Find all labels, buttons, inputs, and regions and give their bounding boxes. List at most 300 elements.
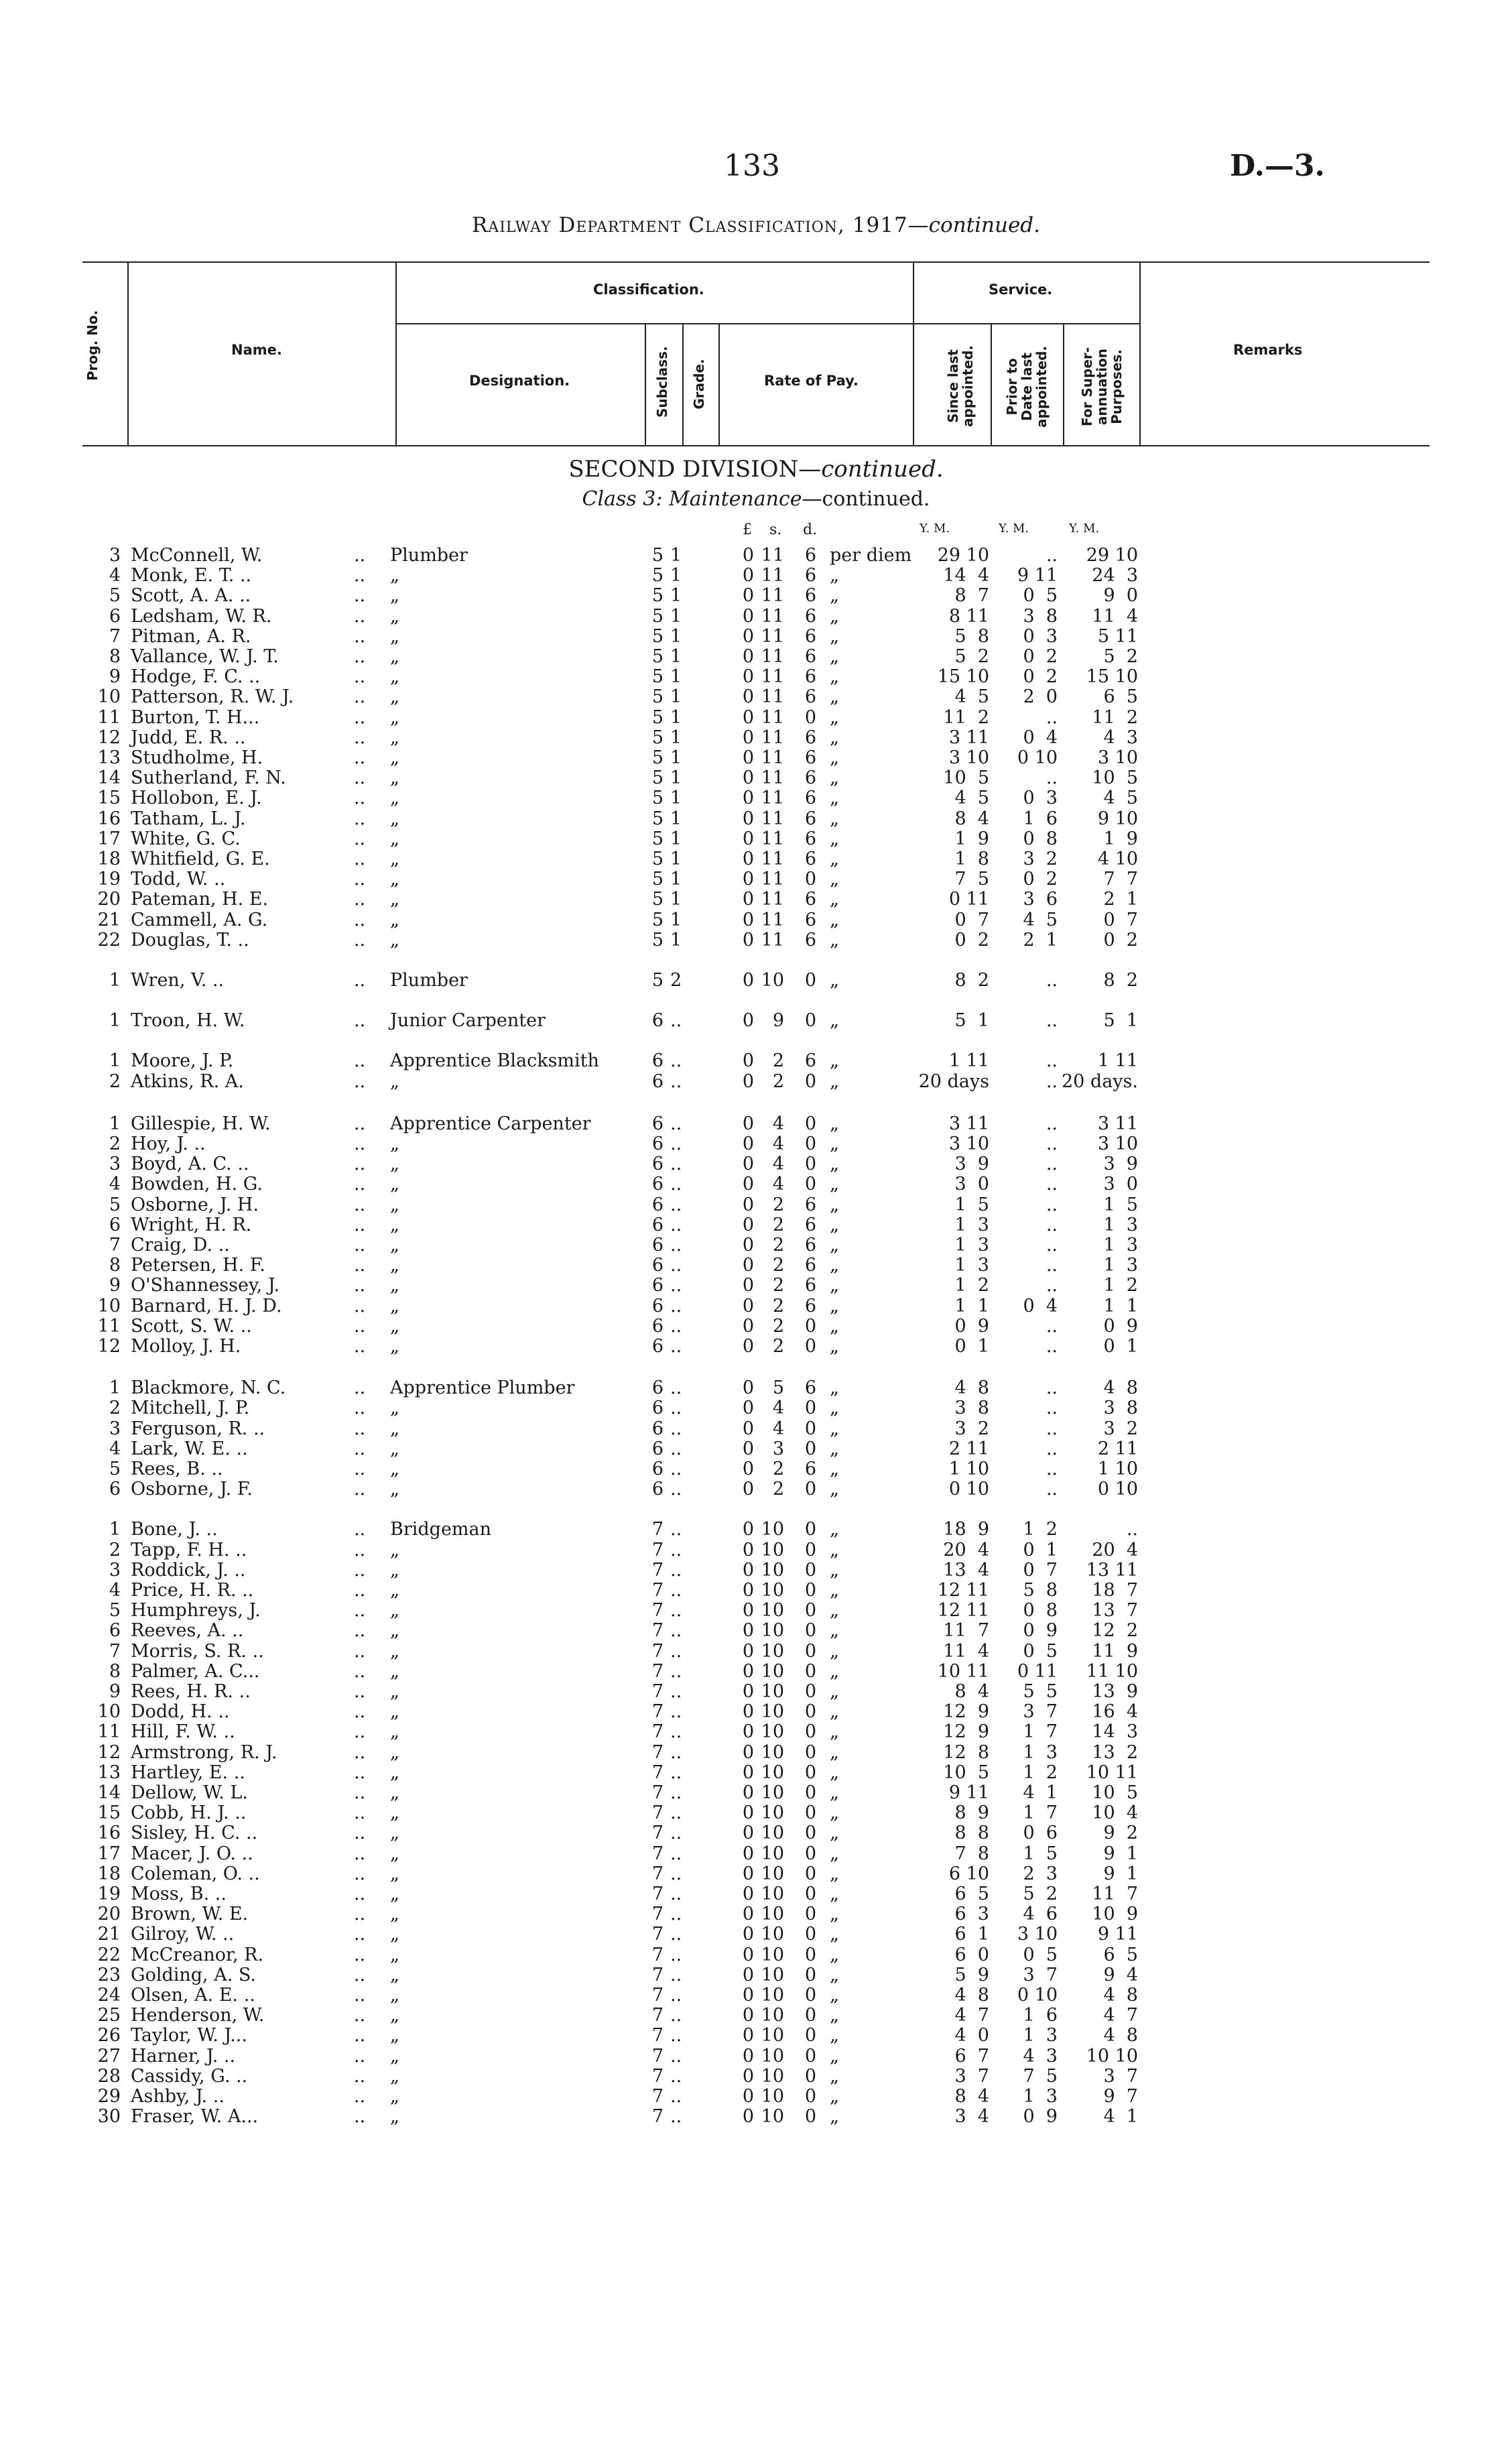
header-top-rule — [82, 261, 1430, 263]
rate-shillings: 2 — [772, 1295, 784, 1316]
employee-name: Moss, B. .. — [131, 1884, 227, 1904]
rate-pence: 0 — [804, 1741, 816, 1763]
service-superannuation: 24 3 — [1092, 565, 1138, 587]
prog-no: 21 — [97, 909, 121, 930]
employee-name: Tatham, L. J. — [131, 808, 246, 829]
service-prior: 1 6 — [1023, 2005, 1058, 2026]
service-prior: .. — [1046, 768, 1058, 789]
designation: „ — [390, 2005, 399, 2026]
service-superannuation: 0 10 — [1097, 1479, 1138, 1500]
rate-period: „ — [830, 2065, 839, 2087]
service-prior: 4 5 — [1023, 909, 1058, 930]
designation: „ — [390, 1070, 399, 1092]
prog-no: 6 — [109, 1620, 121, 1642]
rate-shillings: 10 — [761, 2065, 784, 2087]
rate-pounds: 0 — [742, 1133, 754, 1154]
leader-dots: .. — [354, 768, 366, 789]
service-superannuation: 18 7 — [1092, 1580, 1138, 1601]
subclass: 7 — [651, 1802, 664, 1824]
rate-period: „ — [830, 1559, 839, 1581]
rate-shillings: 10 — [761, 2005, 784, 2026]
designation: „ — [390, 1863, 399, 1884]
leader-dots: .. — [354, 1479, 366, 1500]
table-row — [0, 707, 1512, 729]
designation: „ — [390, 646, 399, 667]
employee-name: Judd, E. R. .. — [131, 727, 246, 748]
rate-period: „ — [830, 1050, 839, 1072]
header-designation: Designation. — [469, 373, 570, 389]
rate-pounds: 0 — [742, 1194, 754, 1215]
employee-name: Burton, T. H... — [131, 707, 260, 728]
subclass: 7 — [651, 1843, 664, 1864]
service-superannuation: 1 2 — [1103, 1275, 1138, 1296]
leader-dots: .. — [354, 808, 366, 829]
service-superannuation: 1 1 — [1103, 1295, 1138, 1316]
subclass: 6 — [651, 1050, 664, 1072]
designation: „ — [390, 2065, 399, 2087]
leader-dots: .. — [354, 686, 366, 708]
service-superannuation: 11 7 — [1092, 1884, 1138, 1904]
leader-dots: .. — [354, 1154, 366, 1175]
employee-name: White, G. C. — [131, 828, 241, 849]
service-superannuation: 6 5 — [1103, 1944, 1138, 1965]
service-prior: .. — [1046, 1459, 1058, 1479]
grade: .. — [670, 1255, 682, 1276]
employee-name: Douglas, T. .. — [131, 929, 249, 950]
rate-pence: 0 — [804, 1174, 816, 1195]
table-row — [0, 2005, 1512, 2026]
service-since-last: 4 7 — [954, 2005, 989, 2026]
service-since-last: 8 2 — [954, 970, 989, 991]
grade: .. — [670, 1275, 682, 1296]
service-since-last: 4 5 — [954, 788, 989, 809]
service-superannuation: 3 11 — [1097, 1113, 1138, 1134]
service-superannuation: 11 2 — [1092, 707, 1138, 728]
table-row — [0, 565, 1512, 587]
rate-shillings: 10 — [761, 1519, 784, 1540]
designation: „ — [390, 1398, 399, 1419]
subclass: 7 — [651, 1640, 664, 1662]
leader-dots: .. — [354, 869, 366, 890]
service-prior: .. — [1046, 1377, 1058, 1399]
subclass: 7 — [651, 1762, 664, 1783]
grade: .. — [670, 2005, 682, 2026]
service-since-last: 8 4 — [954, 808, 989, 829]
rate-pounds: 0 — [742, 1721, 754, 1743]
rate-pence: 0 — [804, 2005, 816, 2026]
service-since-last: 12 9 — [943, 1721, 989, 1743]
designation: „ — [390, 1843, 399, 1864]
service-since-last: 8 11 — [948, 605, 989, 627]
grade: .. — [670, 1398, 682, 1419]
table-row — [0, 1641, 1512, 1662]
rate-period: „ — [830, 909, 839, 930]
subclass: 6 — [651, 1336, 664, 1357]
designation: „ — [390, 625, 399, 647]
service-superannuation: 10 9 — [1092, 1904, 1138, 1925]
rate-pounds: 0 — [742, 1964, 754, 1985]
leader-dots: .. — [354, 1315, 366, 1337]
rate-period: „ — [830, 1782, 839, 1803]
table-row — [0, 1154, 1512, 1175]
employee-name: Sisley, H. C. .. — [131, 1823, 258, 1844]
rate-pence: 0 — [804, 1964, 816, 1985]
employee-name: O'Shannessey, J. — [131, 1275, 280, 1296]
rate-period: „ — [830, 788, 839, 809]
subclass: 6 — [651, 1235, 664, 1255]
leader-dots: .. — [354, 1295, 366, 1316]
rate-shillings: 4 — [772, 1113, 784, 1134]
grade: 1 — [670, 666, 682, 688]
rate-pounds: 0 — [742, 1539, 754, 1560]
service-prior: 1 3 — [1023, 2086, 1058, 2107]
rate-pence: 6 — [804, 686, 816, 708]
service-since-last: 10 5 — [943, 768, 989, 789]
rate-period: „ — [830, 1459, 839, 1479]
rate-period: „ — [830, 2086, 839, 2107]
designation: „ — [390, 1194, 399, 1215]
grade: 1 — [670, 646, 682, 667]
rate-pence: 0 — [804, 1559, 816, 1581]
grade: .. — [670, 1194, 682, 1215]
prog-no: 7 — [109, 625, 121, 647]
prog-no: 19 — [97, 1884, 121, 1904]
table-row — [0, 1661, 1512, 1682]
rate-shillings: 11 — [761, 707, 784, 728]
rate-pence: 6 — [804, 1459, 816, 1479]
rate-period: „ — [830, 889, 839, 910]
service-since-last: 1 9 — [954, 828, 989, 849]
designation: „ — [390, 1944, 399, 1965]
service-superannuation: 4 8 — [1103, 2025, 1138, 2046]
rate-shillings: 10 — [761, 2106, 784, 2128]
rate-pence: 6 — [804, 788, 816, 809]
rate-shillings: 10 — [761, 1904, 784, 1925]
service-superannuation: 1 3 — [1103, 1235, 1138, 1255]
rate-pence: 6 — [804, 1295, 816, 1316]
rate-pounds: 0 — [742, 605, 754, 627]
rate-period: „ — [830, 1802, 839, 1824]
leader-dots: .. — [354, 1275, 366, 1296]
designation: „ — [390, 869, 399, 890]
employee-name: Blackmore, N. C. — [131, 1377, 286, 1399]
service-superannuation: 3 2 — [1103, 1418, 1138, 1439]
rate-pounds: 0 — [742, 1843, 754, 1864]
designation: „ — [390, 1782, 399, 1803]
table-row — [0, 768, 1512, 789]
header-divider — [1139, 261, 1141, 445]
service-superannuation: 9 2 — [1103, 1823, 1138, 1844]
subclass: 6 — [651, 1438, 664, 1459]
prog-no: 19 — [97, 869, 121, 890]
employee-name: Coleman, O. .. — [131, 1863, 260, 1884]
leader-dots: .. — [354, 929, 366, 950]
leader-dots: .. — [354, 849, 366, 869]
designation: „ — [390, 1904, 399, 1925]
prog-no: 2 — [109, 1539, 121, 1560]
subclass: 7 — [651, 1863, 664, 1884]
prog-no: 30 — [97, 2106, 121, 2128]
rate-period: „ — [830, 1620, 839, 1642]
service-since-last: 8 4 — [954, 1681, 989, 1702]
rate-period: „ — [830, 1174, 839, 1195]
unit-pounds: £ — [743, 522, 752, 538]
rate-shillings: 10 — [761, 1802, 784, 1824]
unit-years-months-super: Y. M. — [1069, 522, 1100, 536]
service-prior: 0 11 — [1017, 1660, 1058, 1682]
rate-pence: 6 — [804, 747, 816, 768]
designation: Plumber — [390, 545, 468, 566]
service-prior: 0 2 — [1023, 869, 1058, 890]
prog-no: 20 — [97, 889, 121, 910]
table-row — [0, 849, 1512, 870]
rate-period: „ — [830, 1924, 839, 1945]
service-superannuation: 10 11 — [1086, 1762, 1138, 1783]
service-superannuation: 11 4 — [1092, 605, 1138, 627]
grade: .. — [670, 1721, 682, 1743]
table-row — [0, 747, 1512, 769]
table-row — [0, 585, 1512, 607]
rate-shillings: 10 — [761, 1823, 784, 1844]
leader-dots: .. — [354, 1377, 366, 1399]
rate-pounds: 0 — [742, 970, 754, 991]
prog-no: 11 — [97, 1721, 121, 1743]
rate-period: „ — [830, 1070, 839, 1092]
header-mid-rule — [395, 323, 1139, 324]
designation: „ — [390, 585, 399, 607]
header-divider — [682, 323, 684, 445]
subclass: 5 — [651, 666, 664, 688]
employee-name: Studholme, H. — [131, 747, 263, 768]
service-prior: 4 1 — [1023, 1782, 1058, 1803]
grade: .. — [670, 1863, 682, 1884]
rate-pence: 0 — [804, 1904, 816, 1925]
class-name: Maintenance — [669, 487, 802, 511]
rate-period: „ — [830, 1154, 839, 1175]
leader-dots: .. — [354, 1843, 366, 1864]
service-prior: 5 5 — [1023, 1681, 1058, 1702]
grade: .. — [670, 1884, 682, 1904]
grade: 1 — [670, 625, 682, 647]
rate-pounds: 0 — [742, 1600, 754, 1621]
subclass: 5 — [651, 545, 664, 566]
grade: 1 — [670, 727, 682, 748]
designation: „ — [390, 2086, 399, 2107]
employee-name: Cammell, A. G. — [131, 909, 268, 930]
designation: „ — [390, 686, 399, 708]
rate-period: „ — [830, 869, 839, 890]
grade: .. — [670, 1823, 682, 1844]
table-row — [0, 1742, 1512, 1764]
prog-no: 24 — [97, 1985, 121, 2006]
service-superannuation: 9 7 — [1103, 2086, 1138, 2107]
subclass: 5 — [651, 585, 664, 607]
service-prior: 3 10 — [1017, 1924, 1058, 1945]
rate-pounds: 0 — [742, 1660, 754, 1682]
rate-shillings: 3 — [772, 1438, 784, 1459]
rate-shillings: 2 — [772, 1194, 784, 1215]
subclass: 5 — [651, 828, 664, 849]
grade: .. — [670, 1843, 682, 1864]
grade: .. — [670, 1559, 682, 1581]
rate-pence: 0 — [804, 1884, 816, 1904]
rate-period: „ — [830, 1681, 839, 1702]
header-rate-of-pay: Rate of Pay. — [764, 373, 859, 389]
service-prior: 1 7 — [1023, 1721, 1058, 1743]
leader-dots: .. — [354, 1782, 366, 1803]
prog-no: 17 — [97, 828, 121, 849]
rate-period: „ — [830, 1721, 839, 1743]
rate-pence: 6 — [804, 605, 816, 627]
leader-dots: .. — [354, 2106, 366, 2128]
service-prior: .. — [1046, 1255, 1058, 1276]
grade: 1 — [670, 565, 682, 587]
service-superannuation: 10 4 — [1092, 1802, 1138, 1824]
service-prior: 0 2 — [1023, 646, 1058, 667]
subclass: 6 — [651, 1194, 664, 1215]
designation: „ — [390, 565, 399, 587]
class-label: Class 3: — [582, 487, 663, 511]
table-row — [0, 788, 1512, 809]
rate-pounds: 0 — [742, 1295, 754, 1316]
table-row — [0, 930, 1512, 951]
class-heading — [0, 487, 1512, 511]
prog-no: 25 — [97, 2005, 121, 2026]
service-prior: 9 11 — [1017, 565, 1058, 587]
subclass: 5 — [651, 686, 664, 708]
rate-pounds: 0 — [742, 646, 754, 667]
service-since-last: 15 10 — [937, 666, 989, 688]
rate-period: „ — [830, 2106, 839, 2128]
rate-pence: 0 — [804, 1924, 816, 1945]
service-superannuation: 8 2 — [1103, 970, 1138, 991]
table-row — [0, 686, 1512, 708]
service-prior: 4 6 — [1023, 1904, 1058, 1925]
leader-dots: .. — [354, 1660, 366, 1682]
grade: 1 — [670, 707, 682, 728]
rate-period: „ — [830, 625, 839, 647]
table-row — [0, 2046, 1512, 2067]
rate-pounds: 0 — [742, 1438, 754, 1459]
service-prior: 0 7 — [1023, 1559, 1058, 1581]
prog-no: 11 — [97, 707, 121, 728]
rate-shillings: 10 — [761, 1964, 784, 1985]
service-since-last: 10 5 — [943, 1762, 989, 1783]
rate-shillings: 11 — [761, 828, 784, 849]
leader-dots: .. — [354, 1418, 366, 1439]
header-divider — [127, 261, 129, 445]
designation: „ — [390, 788, 399, 809]
designation: „ — [390, 2025, 399, 2046]
service-superannuation: 0 2 — [1103, 929, 1138, 950]
leader-dots: .. — [354, 1964, 366, 1985]
service-since-last: 1 3 — [954, 1255, 989, 1276]
page-number: 133 — [724, 149, 780, 183]
rate-shillings: 2 — [772, 1315, 784, 1337]
grade: .. — [670, 1133, 682, 1154]
rate-pounds: 0 — [742, 1174, 754, 1195]
service-prior: 1 6 — [1023, 808, 1058, 829]
service-prior: .. — [1046, 1070, 1058, 1092]
service-superannuation: 9 11 — [1097, 1924, 1138, 1945]
rate-period: „ — [830, 808, 839, 829]
service-superannuation: 3 7 — [1103, 2065, 1138, 2087]
table-row — [0, 1965, 1512, 1986]
leader-dots: .. — [354, 1681, 366, 1702]
service-superannuation: 9 1 — [1103, 1843, 1138, 1864]
prog-no: 5 — [109, 1194, 121, 1215]
designation: „ — [390, 605, 399, 627]
subclass: 7 — [651, 1944, 664, 1965]
prog-no: 27 — [97, 2045, 121, 2067]
service-since-last: 11 4 — [943, 1640, 989, 1662]
rate-pounds: 0 — [742, 1459, 754, 1479]
leader-dots: .. — [354, 1559, 366, 1581]
rate-pence: 6 — [804, 646, 816, 667]
subclass: 7 — [651, 1904, 664, 1925]
service-superannuation: 10 5 — [1092, 1782, 1138, 1803]
leader-dots: .. — [354, 625, 366, 647]
rate-shillings: 4 — [772, 1174, 784, 1195]
subclass: 5 — [651, 605, 664, 627]
rate-period: „ — [830, 646, 839, 667]
grade: .. — [670, 1050, 682, 1072]
service-since-last: 3 11 — [948, 1113, 989, 1134]
service-prior: 0 3 — [1023, 788, 1058, 809]
service-since-last: 8 9 — [954, 1802, 989, 1824]
service-since-last: 4 8 — [954, 1377, 989, 1399]
rate-pounds: 0 — [742, 585, 754, 607]
rate-shillings: 10 — [761, 970, 784, 991]
rate-shillings: 10 — [761, 1924, 784, 1945]
rate-shillings: 10 — [761, 1600, 784, 1621]
leader-dots: .. — [354, 1985, 366, 2006]
service-prior: 3 7 — [1023, 1964, 1058, 1985]
leader-dots: .. — [354, 585, 366, 607]
designation: „ — [390, 1315, 399, 1337]
employee-name: Patterson, R. W. J. — [131, 686, 294, 708]
service-since-last: 1 1 — [954, 1295, 989, 1316]
table-row — [0, 1540, 1512, 1561]
service-superannuation: 1 5 — [1103, 1194, 1138, 1215]
designation: „ — [390, 1681, 399, 1702]
prog-no: 8 — [109, 1660, 121, 1682]
rate-shillings: 5 — [772, 1377, 784, 1399]
service-prior: .. — [1046, 1010, 1058, 1032]
rate-period: „ — [830, 1843, 839, 1864]
rate-period: „ — [830, 1377, 839, 1399]
service-prior: .. — [1046, 1214, 1058, 1235]
header-divider — [645, 323, 646, 445]
rate-pence: 0 — [804, 1398, 816, 1419]
rate-period: „ — [830, 1884, 839, 1904]
employee-name: Dodd, H. .. — [131, 1701, 230, 1723]
rate-pence: 6 — [804, 727, 816, 748]
rate-shillings: 11 — [761, 625, 784, 647]
table-row — [0, 1701, 1512, 1723]
designation: „ — [390, 1964, 399, 1985]
rate-pounds: 0 — [742, 707, 754, 728]
service-since-last: 4 8 — [954, 1985, 989, 2006]
employee-name: Pitman, A. R. — [131, 625, 251, 647]
rate-pence: 6 — [804, 1275, 816, 1296]
grade: 1 — [670, 788, 682, 809]
leader-dots: .. — [354, 1438, 366, 1459]
service-superannuation: 13 11 — [1086, 1559, 1138, 1581]
unit-pence: d. — [803, 522, 818, 538]
rate-shillings: 11 — [761, 788, 784, 809]
leader-dots: .. — [354, 2065, 366, 2087]
